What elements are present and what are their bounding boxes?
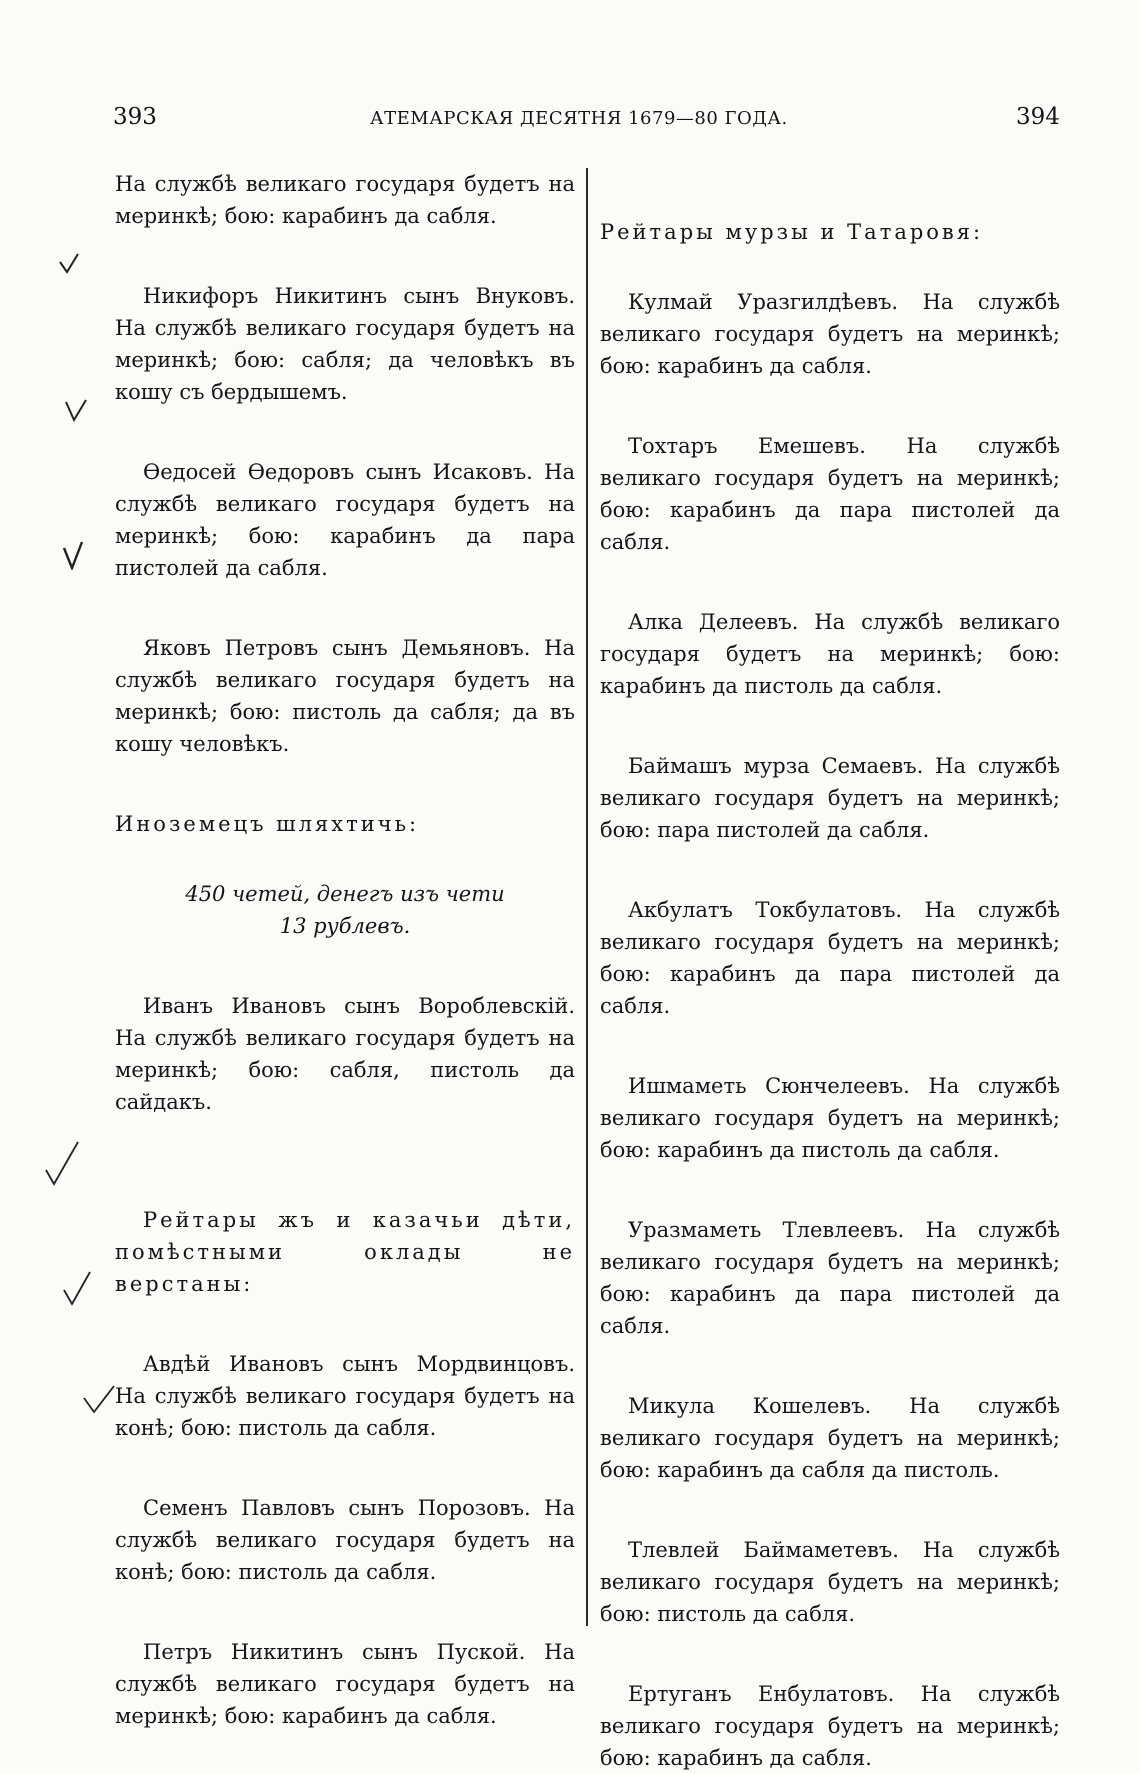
entry-paragraph: Семенъ Павловъ сынъ Порозовъ. На службѣ великаго государя будетъ на конѣ; бою: пистоль да сабля. bbox=[115, 1496, 575, 1584]
right-column bbox=[600, 168, 1060, 1774]
entry-paragraph: Акбулатъ Токбулатовъ. На службѣ великаго государя будетъ на меринкѣ; бою: карабинъ да пара пистолей да сабля. bbox=[600, 898, 1060, 1018]
entry-paragraph: Алка Делеевъ. На службѣ великаго государя будетъ на меринкѣ; бою: карабинъ да пистоль да сабля. bbox=[600, 610, 1060, 698]
left-column bbox=[115, 168, 575, 1732]
checkmark-icon bbox=[62, 1270, 92, 1306]
page-header bbox=[0, 104, 1140, 134]
entry-paragraph: Тлевлей Баймаметевъ. На службѣ великаго государя будетъ на меринкѣ; бою: пистоль да сабля. bbox=[600, 1538, 1060, 1626]
column-divider bbox=[586, 168, 588, 1626]
entry-paragraph: Ертуганъ Енбулатовъ. На службѣ великаго государя будетъ на меринкѣ; бою: карабинъ да сабля. bbox=[600, 1682, 1060, 1770]
checkmark-icon bbox=[44, 1140, 80, 1186]
entry-paragraph: Микула Кошелевъ. На службѣ великаго государя будетъ на меринкѣ; бою: карабинъ да сабля да пистоль. bbox=[600, 1394, 1060, 1482]
entry-paragraph: Тохтаръ Емешевъ. На службѣ великаго государя будетъ на меринкѣ; бою: карабинъ да пара пистолей да сабля. bbox=[600, 434, 1060, 554]
entry-paragraph: Ишмаметь Сюнчелеевъ. На службѣ великаго государя будетъ на меринкѣ; бою: карабинъ да пистоль да сабля. bbox=[600, 1074, 1060, 1162]
entry-paragraph: Баймашъ мурза Семаевъ. На службѣ великаго государя будетъ на меринкѣ; бою: пара пистолей да сабля. bbox=[600, 754, 1060, 842]
checkmark-icon bbox=[64, 398, 88, 424]
checkmark-icon bbox=[58, 252, 80, 276]
checkmark-icon bbox=[82, 1384, 116, 1416]
left-page-number: 393 bbox=[113, 104, 157, 130]
running-title: АТЕМАРСКАЯ ДЕСЯТНЯ 1679—80 ГОДА. bbox=[370, 108, 788, 129]
allotment-note: 450 четей, денегъ изъ чети bbox=[185, 882, 505, 906]
entry-paragraph: Яковъ Петровъ сынъ Демьяновъ. На службѣ великаго государя будетъ на меринкѣ; бою: пистоль да сабля; да въ кошу человѣкъ. bbox=[115, 636, 575, 756]
entry-paragraph: Петръ Никитинъ сынъ Пуской. На службѣ великаго государя будетъ на меринкѣ; бою: карабинъ да сабля. bbox=[115, 1640, 575, 1728]
entry-paragraph: Авдѣй Ивановъ сынъ Мордвинцовъ. На службѣ великаго государя будетъ на конѣ; бою: пистоль да сабля. bbox=[115, 1352, 575, 1440]
entry-paragraph: Никифоръ Никитинъ сынъ Внуковъ. На службѣ великаго государя будетъ на меринкѣ; бою: сабля; да человѣкъ въ кошу съ бердышемъ. bbox=[115, 284, 575, 404]
entry-continuation: На службѣ великаго государя будетъ на меринкѣ; бою: карабинъ да сабля. bbox=[115, 172, 575, 228]
checkmark-icon bbox=[62, 540, 86, 570]
allotment-note: 13 рублевъ. bbox=[279, 914, 411, 938]
entry-paragraph: Иванъ Ивановъ сынъ Вороблевскій. На службѣ великаго государя будетъ на меринкѣ; бою: сабля, пистоль да сайдакъ. bbox=[115, 994, 575, 1114]
section-heading: Иноземецъ шляхтичь: bbox=[115, 812, 420, 836]
section-heading: Рейтары мурзы и Татаровя: bbox=[600, 220, 984, 244]
entry-paragraph: Ѳедосей Ѳедоровъ сынъ Исаковъ. На службѣ великаго государя будетъ на меринкѣ; бою: карабинъ да пара пистолей да сабля. bbox=[115, 460, 575, 580]
entry-paragraph: Кулмай Уразгилдѣевъ. На службѣ великаго государя будетъ на меринкѣ; бою: карабинъ да сабля. bbox=[600, 290, 1060, 378]
right-page-number: 394 bbox=[1016, 104, 1060, 130]
section-heading: Рейтары жъ и казачьи дѣти, помѣстными оклады не верстаны: bbox=[115, 1208, 575, 1296]
entry-paragraph: Уразмаметь Тлевлеевъ. На службѣ великаго государя будетъ на меринкѣ; бою: карабинъ да пара пистолей да сабля. bbox=[600, 1218, 1060, 1338]
